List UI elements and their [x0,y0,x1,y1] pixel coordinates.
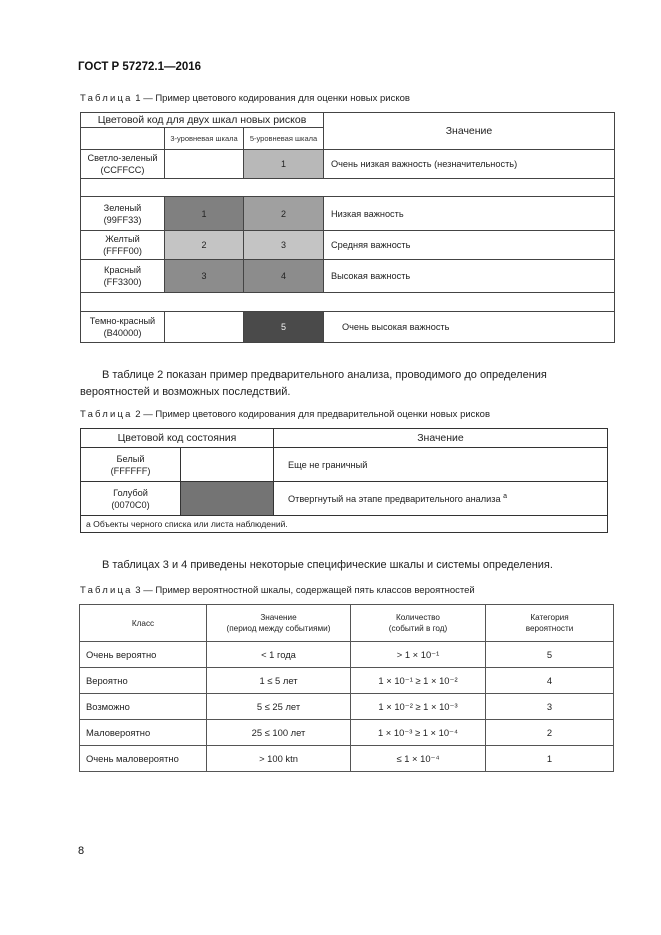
table-row [80,720,614,746]
state-value-text: Отвергнутый на этапе предварительного анализа [288,494,501,505]
table-row [80,668,614,694]
head-count-line2: (событий в год) [388,624,448,633]
head-category-line2: вероятности [525,624,574,633]
period-cell: 25 ≤ 100 лет [207,720,351,746]
period-cell: 5 ≤ 25 лет [207,694,351,720]
probability-scale-table [79,604,614,772]
color-name: Желтый [105,234,140,244]
state-value: Еще не граничный [274,448,608,482]
paragraph-table2-intro: В таблице 2 показан пример предварительного анализа, проводимого до определения вероятностей и возможных последствий. [80,369,547,398]
table3-head-category [486,605,614,642]
table-row [80,746,614,772]
table3-caption [80,585,475,596]
color-name-cell [81,150,165,179]
state-color-table [80,428,608,533]
class-cell: Маловероятно [80,720,207,746]
head-category-line1: Категория [530,613,569,622]
count-cell: ≤ 1 × 10⁻⁴ [351,746,486,772]
class-cell: Возможно [80,694,207,720]
swatch-5-level: 1 [244,150,324,179]
table-row [80,694,614,720]
color-name: Белый [116,453,145,464]
table1-row [81,231,615,260]
document-code: ГОСТ Р 57272.1—2016 [78,61,202,73]
head-period-line2: (период между событиями) [226,624,331,633]
table1-caption-text: 1 — Пример цветового кодирования для оценки новых рисков [135,93,410,104]
table2-head-value: Значение [274,429,608,448]
state-swatch [181,448,274,482]
category-cell: 1 [486,746,614,772]
color-hex: (FFFFFF) [110,465,151,476]
color-name-cell [81,231,165,260]
category-cell: 4 [486,668,614,694]
table3-caption-label: Таблица [80,585,133,596]
color-name-cell [81,448,181,482]
swatch-3-level [165,312,244,343]
table2-head-code: Цветовой код состояния [81,429,274,448]
category-cell: 3 [486,694,614,720]
color-hex: (CCFFCC) [100,165,145,175]
table2-caption-label: Таблица [80,409,133,420]
category-cell: 5 [486,642,614,668]
table2-caption-text: 2 — Пример цветового кодирования для предварительной оценки новых рисков [135,409,490,420]
count-cell: 1 × 10⁻³ ≥ 1 × 10⁻⁴ [351,720,486,746]
table3-caption-text: 3 — Пример вероятностной шкалы, содержащей пять классов вероятностей [135,585,475,596]
color-hex: (B40000) [103,328,142,338]
category-cell: 2 [486,720,614,746]
table1-head-sub3: 3-уровневая шкала [165,128,244,150]
table1-head-value: Значение [324,113,615,150]
color-hex: (0070C0) [111,499,150,510]
state-swatch [181,482,274,516]
table2-footnote: а Объекты черного списка или листа наблюдений. [81,516,608,533]
swatch-3-level: 3 [165,260,244,293]
table3-header-row [80,605,614,642]
color-code-table [80,112,615,343]
color-hex: (99FF33) [103,214,142,225]
table1-row [81,312,615,343]
color-name-cell [81,197,165,231]
table1-row [81,197,615,231]
table3-head-count [351,605,486,642]
table1-caption [80,93,410,104]
count-cell: 1 × 10⁻² ≥ 1 × 10⁻³ [351,694,486,720]
count-cell: 1 × 10⁻¹ ≥ 1 × 10⁻² [351,668,486,694]
color-name: Зеленый [103,202,142,213]
swatch-3-level: 1 [165,197,244,231]
page-number: 8 [78,845,85,857]
swatch-5-level: 3 [244,231,324,260]
class-cell: Очень вероятно [80,642,207,668]
swatch-5-level: 5 [244,312,324,343]
swatch-3-level [165,150,244,179]
table1-row [81,260,615,293]
period-cell: > 100 ktn [207,746,351,772]
color-name-cell [81,260,165,293]
table1-caption-label: Таблица [80,93,133,104]
head-period-line1: Значение [260,613,297,622]
table3-head-period [207,605,351,642]
table2-row [81,448,608,482]
color-name-cell [81,312,165,343]
table1-head-main: Цветовой код для двух шкал новых рисков [81,113,324,128]
state-value [274,482,608,516]
period-cell: 1 ≤ 5 лет [207,668,351,694]
footnote-marker: а [503,492,508,500]
paragraph-table3-intro: В таблицах 3 и 4 приведены некоторые специфические шкалы и системы определения. [102,559,553,571]
swatch-5-level: 4 [244,260,324,293]
color-hex: (FF3300) [103,277,142,287]
color-name: Темно-красный [89,316,156,326]
count-cell: > 1 × 10⁻¹ [351,642,486,668]
table2-caption [80,409,490,420]
importance-value: Высокая важность [324,260,615,293]
importance-value: Средняя важность [324,231,615,260]
table1-spacer-row [81,293,615,312]
color-name: Голубой [113,487,148,498]
table3-head-class: Класс [80,605,207,642]
importance-value: Очень низкая важность (незначительность) [324,150,615,179]
swatch-5-level: 2 [244,197,324,231]
color-name: Красный [104,265,141,275]
importance-value: Очень высокая важность [324,312,615,343]
color-name: Светло-зеленый [87,153,158,163]
class-cell: Очень маловероятно [80,746,207,772]
table1-row [81,150,615,179]
color-name-cell [81,482,181,516]
swatch-3-level: 2 [165,231,244,260]
table-row [80,642,614,668]
table1-head-sub5: 5-уровневая шкала [244,128,324,150]
period-cell: < 1 года [207,642,351,668]
table1-spacer-row [81,179,615,197]
head-count-line1: Количество [396,613,440,622]
importance-value: Низкая важность [324,197,615,231]
table2-row [81,482,608,516]
color-hex: (FFFF00) [103,246,142,256]
class-cell: Вероятно [80,668,207,694]
